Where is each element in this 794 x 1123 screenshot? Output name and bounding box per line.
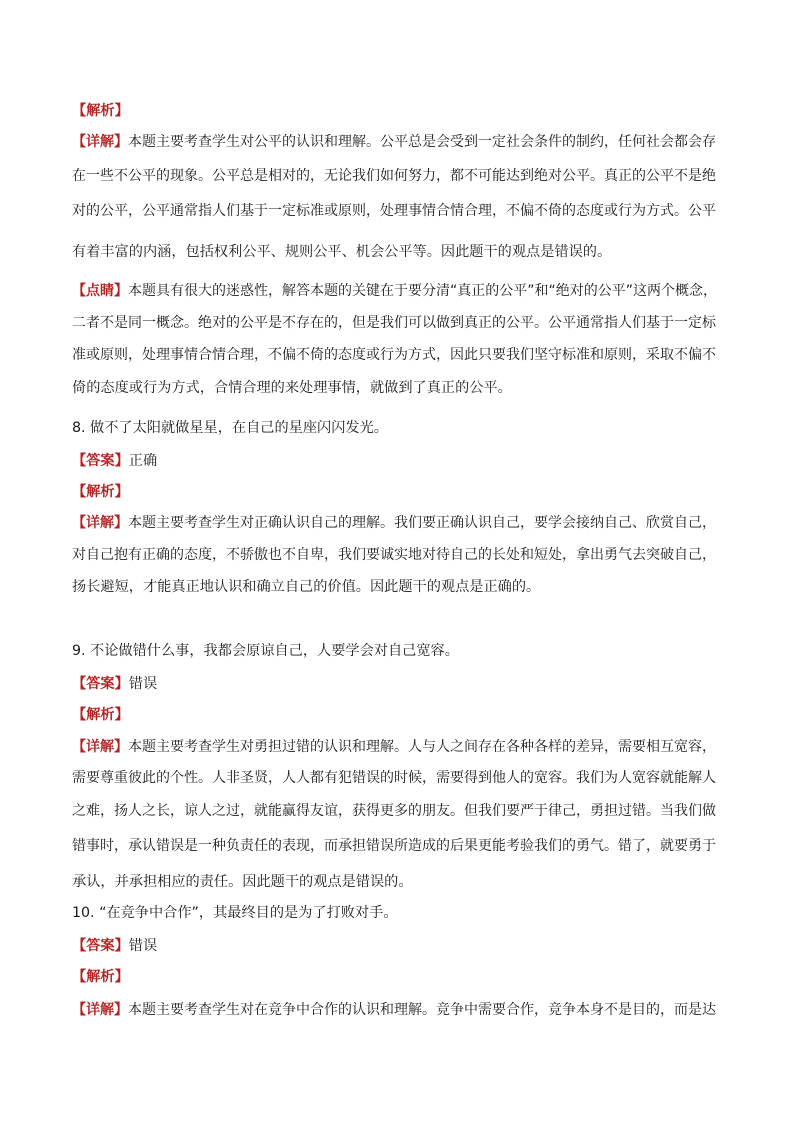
answer-value: 错误 [128,938,158,954]
text-line: 承认，并承担相应的责任。因此题干的观点是错误的。 [72,874,413,890]
key-point-tag: 【点睛】 [72,283,128,299]
detailed-explanation-tag: 【详解】 [72,739,128,755]
text-line: 扬长避短，才能真正地认识和确立自己的价值。因此题干的观点是正确的。 [72,579,541,595]
question-10: 10. “在竞争中合作”，其最终目的是为了打败对手。 [72,905,398,921]
analysis-heading: 【解析】 [72,969,129,985]
detailed-explanation-line: 【详解】本题主要考查学生对勇担过错的认识和理解。人与人之间存在各种各样的差异，需要相互宽容， [72,739,716,755]
question-9: 9. 不论做错什么事，我都会原谅自己，人要学会对自己宽容。 [72,643,459,659]
text-line: 对的公平，公平通常指人们基于一定标准或原则，处理事情合情合理，不偏不倚的态度或行为方式。公平 [72,203,716,219]
answer-value: 错误 [128,676,158,692]
detailed-explanation-tag: 【详解】 [72,134,128,150]
detailed-explanation-tag: 【详解】 [72,1002,128,1018]
text-line: 之难，扬人之长，谅人之过，就能赢得友谊，获得更多的朋友。但我们要严于律己，勇担过错。当我们做 [72,803,716,819]
text-line: 倚的态度或行为方式，合情合理的来处理事情，就做到了真正的公平。 [72,380,512,396]
answer-line [72,936,724,956]
detailed-explanation-line: 【详解】本题主要考查学生对在竞争中合作的认识和理解。竞争中需要合作，竞争本身不是目的，而是达 [72,1002,716,1018]
text-line: 需要尊重彼此的个性。人非圣贤，人人都有犯错误的时候，需要得到他人的宽容。我们为人宽容就能解人 [72,770,716,786]
answer-tag: 【答案】 [72,938,129,954]
key-point-line: 【点睛】本题具有很大的迷惑性，解答本题的关键在于要分清“真正的公平”和“绝对的公平”这两个概念， [72,283,718,299]
question-8: 8. 做不了太阳就做星星，在自己的星座闪闪发光。 [72,420,388,436]
text-line: 在一些不公平的现象。公平总是相对的，无论我们如何努力，都不可能达到绝对公平。真正的公平不是绝 [72,168,716,184]
detailed-explanation-line: 【详解】本题主要考查学生对正确认识自己的理解。我们要正确认识自己，要学会接纳自己、欣赏自己， [72,515,716,531]
answer-tag: 【答案】 [72,676,129,692]
detailed-explanation-tag: 【详解】 [72,515,128,531]
answer-value: 正确 [128,453,158,469]
answer-line [72,674,724,694]
detailed-explanation-line: 【详解】本题主要考查学生对公平的认识和理解。公平总是会受到一定社会条件的制约，任何社会都会存 [72,134,716,150]
text-line: 有着丰富的内涵，包括权利公平、规则公平、机会公平等。因此题干的观点是错误的。 [72,244,612,260]
text-line: 对自己抱有正确的态度，不骄傲也不自卑，我们要诚实地对待自己的长处和短处，拿出勇气去突破自己， [72,547,716,563]
answer-line [72,451,724,471]
analysis-heading: 【解析】 [72,707,129,723]
answer-tag: 【答案】 [72,453,129,469]
text-line: 二者不是同一概念。绝对的公平是不存在的，但是我们可以做到真正的公平。公平通常指人们基于一定标 [72,315,716,331]
analysis-heading: 【解析】 [72,484,129,500]
analysis-heading: 【解析】 [72,103,129,119]
text-line: 准或原则，处理事情合情合理，不偏不倚的态度或行为方式，因此只要我们坚守标准和原则，采取不偏不 [72,347,716,363]
text-line: 错事时，承认错误是一种负责任的表现，而承担错误所造成的后果更能考验我们的勇气。错了，就要勇于 [72,838,716,854]
